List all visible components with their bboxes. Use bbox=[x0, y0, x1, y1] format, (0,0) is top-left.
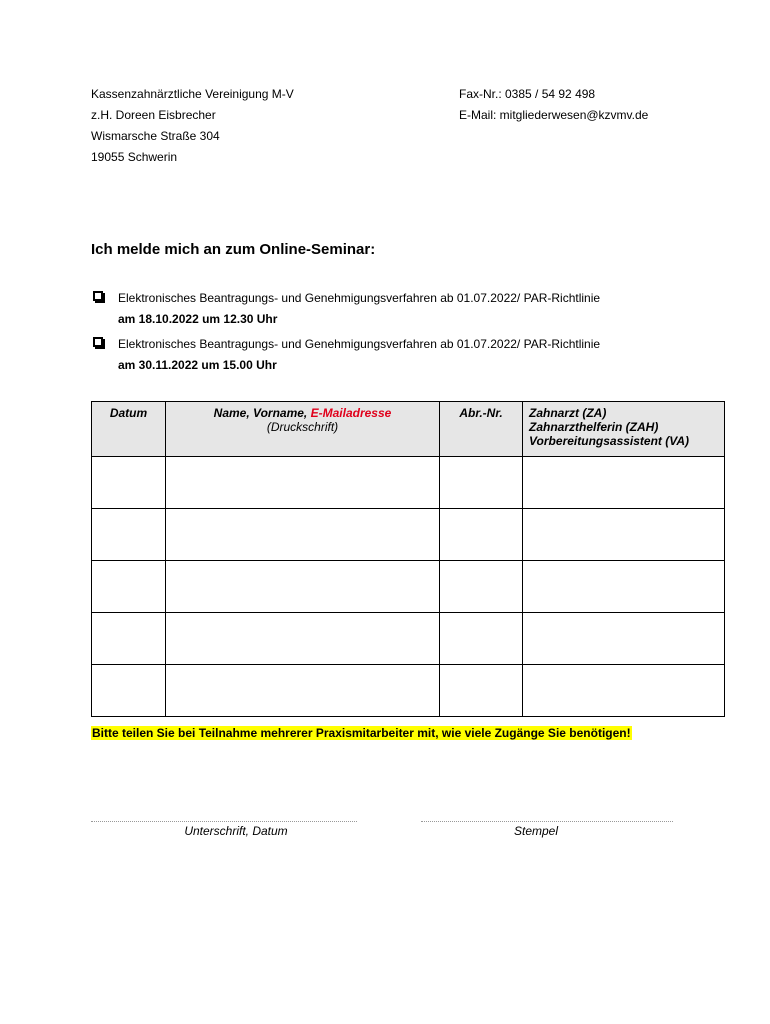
cell-role[interactable] bbox=[523, 457, 725, 509]
cell-abr-nr[interactable] bbox=[440, 665, 523, 717]
registration-table bbox=[91, 401, 725, 717]
cell-abr-nr[interactable] bbox=[440, 457, 523, 509]
cell-name-email[interactable] bbox=[166, 509, 440, 561]
option-2-date: am 30.11.2022 um 15.00 Uhr bbox=[118, 358, 277, 372]
cell-role[interactable] bbox=[523, 561, 725, 613]
cell-abr-nr[interactable] bbox=[440, 613, 523, 665]
table-row bbox=[92, 509, 725, 561]
header-abr-nr: Abr.-Nr. bbox=[440, 402, 523, 457]
email-address: E-Mail: mitgliederwesen@kzvmv.de bbox=[459, 108, 649, 122]
cell-name-email[interactable] bbox=[166, 561, 440, 613]
option-1-date: am 18.10.2022 um 12.30 Uhr bbox=[118, 312, 278, 326]
signature-label: Unterschrift, Datum bbox=[184, 824, 288, 838]
signature-line[interactable] bbox=[91, 821, 357, 822]
table-row bbox=[92, 561, 725, 613]
participant-notice: Bitte teilen Sie bei Teilnahme mehrerer Praxismitarbeiter mit, wie viele Zugänge Sie benötigen! bbox=[92, 726, 631, 740]
recipient-city: 19055 Schwerin bbox=[91, 150, 178, 164]
header-email-label: E-Mailadresse bbox=[310, 406, 392, 420]
option-2-text: Elektronisches Beantragungs- und Genehmigungsverfahren ab 01.07.2022/ PAR-Richtlinie bbox=[118, 337, 601, 351]
cell-datum[interactable] bbox=[92, 613, 166, 665]
cell-datum[interactable] bbox=[92, 509, 166, 561]
table-row bbox=[92, 613, 725, 665]
fax-number: Fax-Nr.: 0385 / 54 92 498 bbox=[459, 87, 596, 101]
stamp-label: Stempel bbox=[513, 824, 559, 838]
recipient-street: Wismarsche Straße 304 bbox=[91, 129, 220, 143]
header-name-sub: (Druckschrift) bbox=[266, 420, 339, 434]
table-row bbox=[92, 665, 725, 717]
recipient-attention: z.H. Doreen Eisbrecher bbox=[91, 108, 216, 122]
cell-role[interactable] bbox=[523, 509, 725, 561]
page-heading: Ich melde mich an zum Online-Seminar: bbox=[91, 241, 376, 258]
header-datum: Datum bbox=[92, 402, 166, 457]
cell-datum[interactable] bbox=[92, 665, 166, 717]
header-role: Zahnarzt (ZA) Zahnarzthelferin (ZAH) Vorbereitungsassistent (VA) bbox=[523, 402, 725, 457]
checkbox-option-1[interactable] bbox=[93, 291, 103, 301]
cell-name-email[interactable] bbox=[166, 665, 440, 717]
cell-abr-nr[interactable] bbox=[440, 561, 523, 613]
checkbox-option-2[interactable] bbox=[93, 337, 103, 347]
cell-datum[interactable] bbox=[92, 561, 166, 613]
cell-abr-nr[interactable] bbox=[440, 509, 523, 561]
cell-name-email[interactable] bbox=[166, 613, 440, 665]
cell-datum[interactable] bbox=[92, 457, 166, 509]
recipient-name: Kassenzahnärztliche Vereinigung M-V bbox=[91, 87, 294, 101]
cell-role[interactable] bbox=[523, 613, 725, 665]
cell-name-email[interactable] bbox=[166, 457, 440, 509]
table-header-row bbox=[92, 402, 725, 457]
cell-role[interactable] bbox=[523, 665, 725, 717]
header-name: Name, Vorname, E-Mailadresse (Druckschrift) bbox=[166, 402, 440, 457]
table-row bbox=[92, 457, 725, 509]
stamp-line[interactable] bbox=[421, 821, 673, 822]
option-1-text: Elektronisches Beantragungs- und Genehmigungsverfahren ab 01.07.2022/ PAR-Richtlinie bbox=[118, 291, 601, 305]
